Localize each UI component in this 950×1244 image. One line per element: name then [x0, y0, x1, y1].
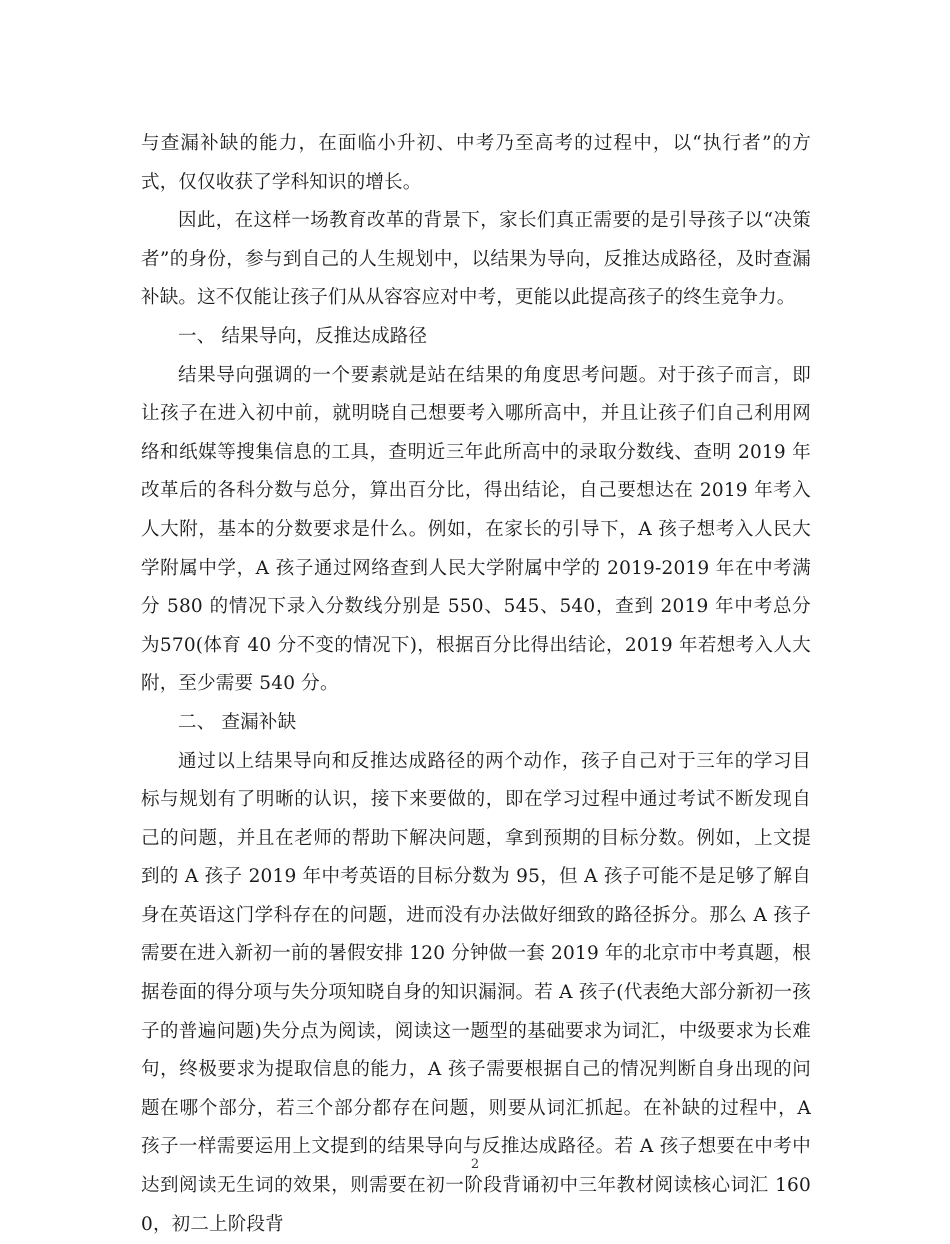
page-number: 2	[0, 1157, 950, 1173]
paragraph-result-oriented: 结果导向强调的一个要素就是站在结果的角度思考问题。对于孩子而言，即让孩子在进入初中前，就明晓自己想要考入哪所高中，并且让孩子们自己利用网络和纸媒等搜集信息的工具，查明近三年此所高中的录取分数线、查明 2019 年改革后的各科分数与总分，算出百分比，得出结论，自己要想达在 2019 年考入人大附，基本的分数要求是什么。例如，在家长的引导下，A 孩子想考入人民大学附属中学，A 孩子通过网络查到人民大学附属中学的 2019-2019 年在中考满分 580 的情况下录入分数线分别是 550、545、540，查到 2019 年中考总分为570(体育 40 分不变的情况下)，根据百分比得出结论，2019 年若想考入人大附，至少需要 540 分。	[141, 357, 811, 704]
paragraph-therefore: 因此，在这样一场教育改革的背景下，家长们真正需要的是引导孩子以“决策者”的身份，参与到自己的人生规划中，以结果为导向，反推达成路径，及时查漏补缺。这不仅能让孩子们从从容容应对中考，更能以此提高孩子的终生竞争力。	[141, 202, 811, 318]
section-heading-1: 一、 结果导向，反推达成路径	[141, 318, 811, 357]
section-heading-2: 二、 查漏补缺	[141, 704, 811, 743]
paragraph-continuation: 与查漏补缺的能力，在面临小升初、中考乃至高考的过程中，以“执行者”的方式，仅仅收获了学科知识的增长。	[141, 125, 811, 202]
paragraph-find-gaps: 通过以上结果导向和反推达成路径的两个动作，孩子自己对于三年的学习目标与规划有了明晰的认识，接下来要做的，即在学习过程中通过考试不断发现自己的问题，并且在老师的帮助下解决问题，拿到预期的目标分数。例如，上文提到的 A 孩子 2019 年中考英语的目标分数为 95，但 A 孩子可能不是足够了解自身在英语这门学科存在的问题，进而没有办法做好细致的路径拆分。那么 A 孩子需要在进入新初一前的暑假安排 120 分钟做一套 2019 年的北京市中考真题，根据卷面的得分项与失分项知晓自身的知识漏洞。若 A 孩子(代表绝大部分新初一孩子的普遍问题)失分点为阅读，阅读这一题型的基础要求为词汇，中级要求为长难句，终极要求为提取信息的能力，A 孩子需要根据自己的情况判断自身出现的问题在哪个部分，若三个部分都存在问题，则要从词汇抓起。在补缺的过程中，A 孩子一样需要运用上文提到的结果导向与反推达成路径。若 A 孩子想要在中考中达到阅读无生词的效果，则需要在初一阶段背诵初中三年教材阅读核心词汇 1600，初二上阶段背	[141, 743, 811, 1244]
document-body	[141, 125, 811, 1244]
